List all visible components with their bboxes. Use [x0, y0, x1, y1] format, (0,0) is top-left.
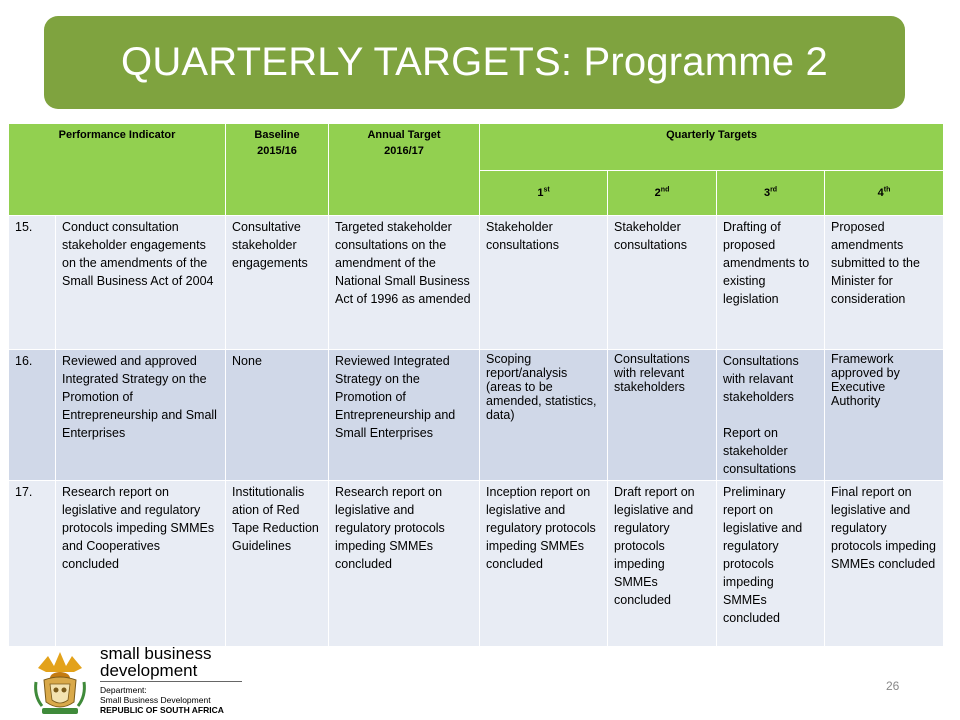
- quarter-2-cell: Draft report on legislative and regulatory protocols impeding SMMEs concluded: [608, 481, 717, 647]
- header-quarterly-label: Quarterly Targets: [666, 129, 757, 141]
- header-quarter-2: [608, 171, 717, 216]
- department-label: Department:: [100, 685, 147, 695]
- header-indicator-label: Performance Indicator: [58, 129, 176, 141]
- quarter-4-cell: Final report on legislative and regulatory protocols impeding SMMEs concluded: [825, 481, 944, 647]
- quarter-1-num: 1: [537, 187, 544, 199]
- header-quarterly-targets: [480, 124, 944, 171]
- page-title: QUARTERLY TARGETS: Programme 2: [121, 40, 828, 84]
- quarter-1-cell: Scoping report/analysis (areas to be amended, statistics, data): [480, 350, 608, 481]
- quarter-4-cell: Framework approved by Executive Authority: [825, 350, 944, 481]
- quarter-3-report: Report on stakeholder consultations: [723, 426, 796, 476]
- row-number: 17.: [9, 481, 56, 647]
- brand-line-2: development: [100, 661, 198, 680]
- coat-of-arms-icon: [30, 648, 90, 718]
- table-row: [9, 481, 944, 647]
- quarter-4-suffix: th: [883, 186, 891, 194]
- department-branding: [100, 645, 242, 715]
- header-annual-target: [329, 124, 480, 216]
- quarter-3-consultations: Consultations with relavant stakeholders: [723, 354, 799, 404]
- row-number: 15.: [9, 216, 56, 350]
- header-quarter-1: [480, 171, 608, 216]
- header-quarter-4: [825, 171, 944, 216]
- quarter-2-num: 2: [654, 187, 661, 199]
- country-name: REPUBLIC OF SOUTH AFRICA: [100, 705, 224, 715]
- quarter-3-cell: [717, 350, 825, 481]
- quarter-2-cell: Stakeholder consultations: [608, 216, 717, 350]
- performance-indicator-cell: Reviewed and approved Integrated Strategy on the Promotion of Entrepreneurship and Small Enterprises: [56, 350, 226, 481]
- quarter-1-cell: Inception report on legislative and regulatory protocols impeding SMMEs concluded: [480, 481, 608, 647]
- quarter-3-cell: Preliminary report on legislative and regulatory protocols impeding SMMEs concluded: [717, 481, 825, 647]
- table-row: [9, 350, 944, 481]
- title-banner: [44, 16, 905, 109]
- brand-line-1: small business: [100, 644, 212, 663]
- quarter-2-suffix: nd: [660, 186, 670, 194]
- header-quarter-3: [717, 171, 825, 216]
- quarter-3-cell: Drafting of proposed amendments to existing legislation: [717, 216, 825, 350]
- performance-indicator-cell: Conduct consultation stakeholder engagements on the amendments of the Small Business Act of 2004: [56, 216, 226, 350]
- table-row: [9, 216, 944, 350]
- header-baseline: [226, 124, 329, 216]
- cell-spacer: [723, 406, 818, 424]
- quarter-3-suffix: rd: [770, 186, 778, 194]
- row-number: 16.: [9, 350, 56, 481]
- header-baseline-label: Baseline: [254, 129, 300, 141]
- brand-divider: [100, 681, 242, 682]
- page-number: 26: [886, 679, 900, 693]
- quarter-2-cell: Consultations with relevant stakeholders: [608, 350, 717, 481]
- annual-target-cell: Targeted stakeholder consultations on the amendment of the National Small Business Act of 1996 as amended: [329, 216, 480, 350]
- annual-target-cell: Reviewed Integrated Strategy on the Promotion of Entrepreneurship and Small Enterprises: [329, 350, 480, 481]
- performance-indicator-cell: Research report on legislative and regulatory protocols impeding SMMEs and Cooperatives concluded: [56, 481, 226, 647]
- quarter-3-num: 3: [763, 187, 771, 199]
- quarterly-targets-table: [8, 123, 944, 647]
- header-performance-indicator: [9, 124, 226, 216]
- header-annual-year: 2016/17: [384, 145, 424, 157]
- annual-target-cell: Research report on legislative and regulatory protocols impeding SMMEs concluded: [329, 481, 480, 647]
- quarter-4-num: 4: [877, 187, 884, 199]
- header-baseline-year: 2015/16: [257, 145, 297, 157]
- department-name: Small Business Development: [100, 695, 211, 705]
- header-annual-label: Annual Target: [367, 129, 441, 141]
- quarter-1-suffix: st: [543, 186, 550, 194]
- quarter-1-cell: Stakeholder consultations: [480, 216, 608, 350]
- baseline-cell: None: [226, 350, 329, 481]
- baseline-cell: Consultative stakeholder engagements: [226, 216, 329, 350]
- quarter-4-cell: Proposed amendments submitted to the Minister for consideration: [825, 216, 944, 350]
- baseline-cell: Institutionalis ation of Red Tape Reduction Guidelines: [226, 481, 329, 647]
